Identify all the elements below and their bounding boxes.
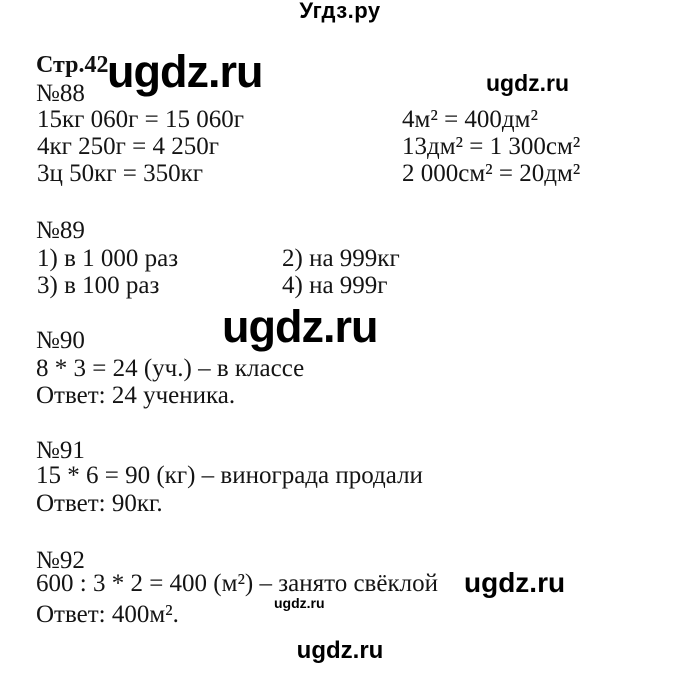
task-90-work-line: 8 * 3 = 24 (уч.) – в классе <box>36 355 305 382</box>
answer-option: 1) в 1 000 раз <box>37 245 179 272</box>
task-91-answer-line: Ответ: 90кг. <box>36 490 163 517</box>
conversion-area-line: 13дм² = 1 300см² <box>402 133 581 160</box>
site-title: Угдз.ру <box>299 0 381 23</box>
task-92-work-line: 600 : 3 * 2 = 400 (м²) – занято свёклой <box>36 570 438 597</box>
watermark-right-92: ugdz.ru <box>464 567 566 598</box>
task-88-number: №88 <box>36 80 85 107</box>
watermark-bottom-center: ugdz.ru <box>296 637 384 664</box>
answer-option: 2) на 999кг <box>282 245 400 272</box>
conversion-area-line: 4м² = 400дм² <box>402 106 538 133</box>
task-88-left-column <box>37 106 244 187</box>
task-90-answer-line: Ответ: 24 ученика. <box>36 382 236 409</box>
task-90-number: №90 <box>36 327 85 354</box>
conversion-area-line: 2 000см² = 20дм² <box>402 160 581 187</box>
task-91-number: №91 <box>36 437 85 464</box>
conversion-mass-line: 15кг 060г = 15 060г <box>37 106 245 133</box>
task-88-right-column <box>402 106 580 187</box>
watermark-inline-92: ugdz.ru <box>274 595 325 611</box>
task-89-column-1 <box>37 245 178 299</box>
task-91-work-line: 15 * 6 = 90 (кг) – винограда продали <box>36 462 423 489</box>
task-92-answer-line: Ответ: 400м². <box>36 601 179 628</box>
conversion-mass-line: 3ц 50кг = 350кг <box>37 160 204 187</box>
watermark-large-top: ugdz.ru <box>107 46 263 97</box>
watermark-small-top-right: ugdz.ru <box>486 70 570 96</box>
answer-option: 3) в 100 раз <box>37 272 160 299</box>
task-89-column-2 <box>282 245 400 299</box>
conversion-mass-line: 4кг 250г = 4 250г <box>37 133 220 160</box>
task-89-number: №89 <box>36 217 85 244</box>
page-label: Стр.42 <box>36 52 109 78</box>
watermark-large-mid: ugdz.ru <box>222 301 378 352</box>
answer-option: 4) на 999г <box>282 272 388 299</box>
task-92-number: №92 <box>36 547 85 574</box>
